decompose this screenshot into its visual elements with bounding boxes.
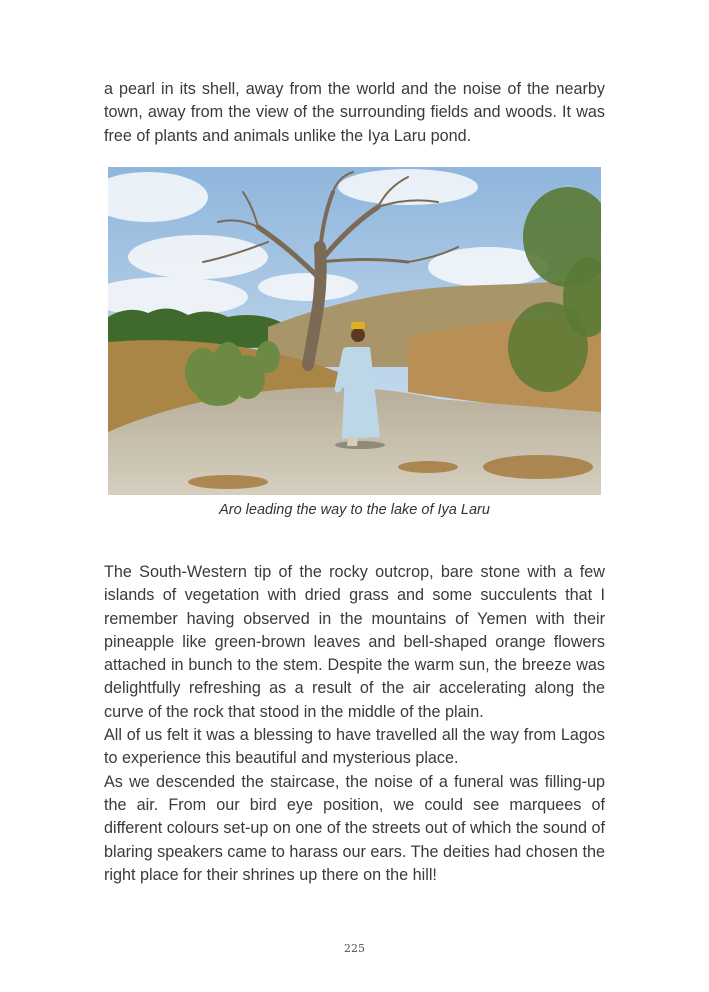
page-number: 225 [344,942,365,955]
paragraph: As we descended the staircase, the noise of a funeral was filling-up the air. From our bird eye position, we could see marquees of different colours set-up on one of the streets out of which the sound of blaring speakers came to harass our ears. The deities had chosen the right place for their shrines up there on the hill! [104,772,605,884]
body-text [104,561,605,887]
paragraph-top: a pearl in its shell, away from the world and the noise of the nearby town, away from the view of the surrounding fields and woods. It was free of plants and animals unlike the Iya Laru pond. [104,80,605,145]
paragraph: All of us felt it was a blessing to have travelled all the way from Lagos to experience this beautiful and mysterious place. [104,726,605,768]
photo-aro-on-rock [108,167,601,495]
figure-caption: Aro leading the way to the lake of Iya Laru [219,502,490,518]
paragraph: The South-Western tip of the rocky outcrop, bare stone with a few islands of vegetation with dried grass and some succulents that I remember having observed in the mountains of Yemen with their pineapple like green-brown leaves and bell-shaped orange flowers attached in bunch to the stem. Despite the warm sun, the breeze was delightfully refreshing as a result of the air accelerating along the curve of the rock that stood in the middle of the plain. [104,563,605,721]
